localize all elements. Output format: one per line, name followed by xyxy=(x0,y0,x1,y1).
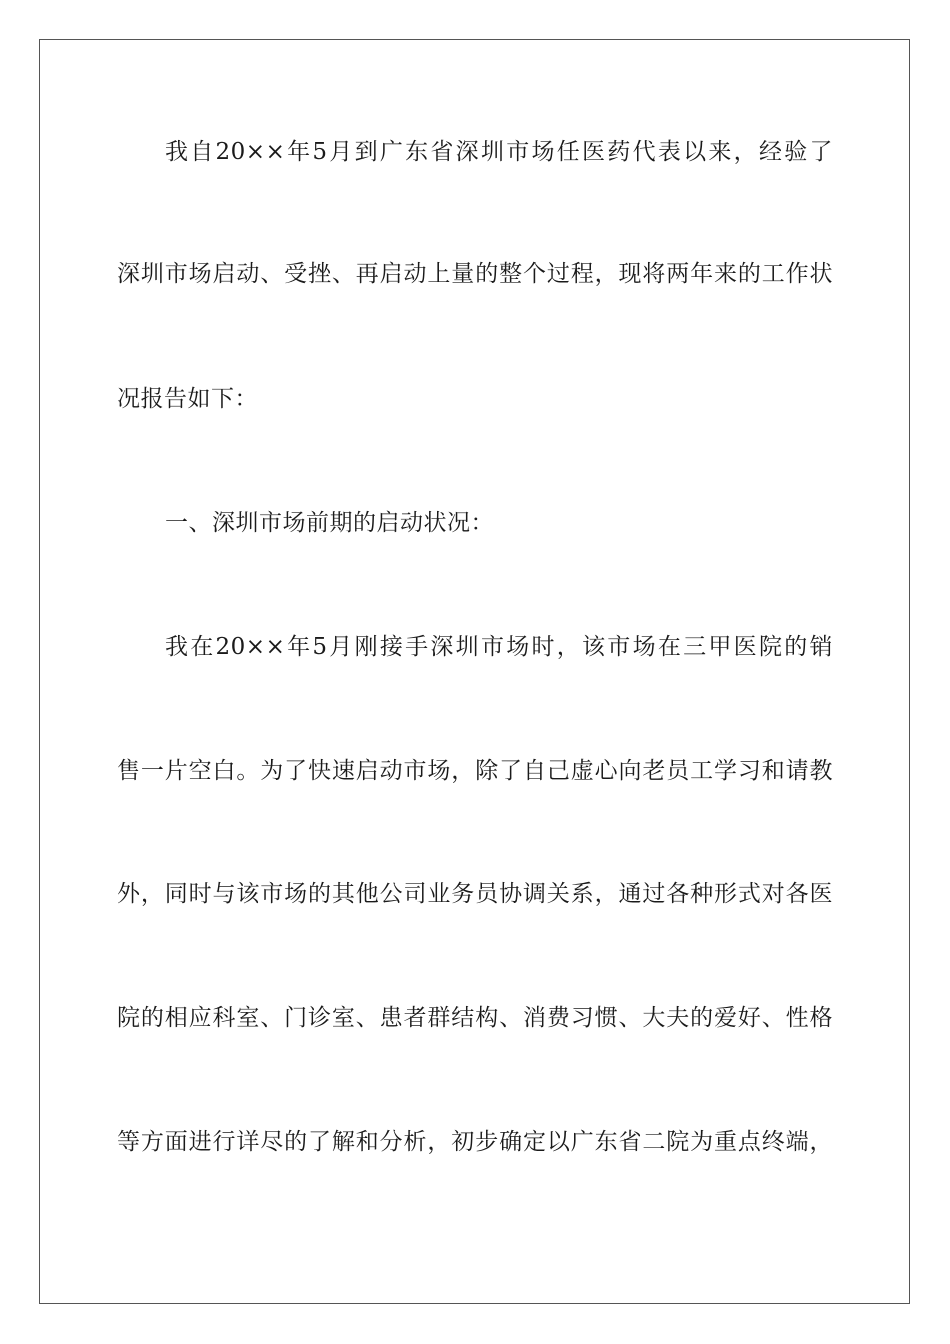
paragraph-line: 我自20××年5月到广东省深圳市场任医药代表以来，经验了 xyxy=(165,139,833,165)
paragraph-line: 外，同时与该市场的其他公司业务员协调关系，通过各种形式对各医 xyxy=(117,881,833,907)
section-heading: 一、深圳市场前期的启动状况： xyxy=(165,510,494,536)
paragraph-line: 我在20××年5月刚接手深圳市场时，该市场在三甲医院的销 xyxy=(165,634,833,660)
paragraph-line: 院的相应科室、门诊室、患者群结构、消费习惯、大夫的爱好、性格 xyxy=(117,1005,833,1031)
paragraph-line: 售一片空白。为了快速启动市场，除了自己虚心向老员工学习和请教 xyxy=(117,758,833,784)
paragraph-line: 等方面进行详尽的了解和分析，初步确定以广东省二院为重点终端， xyxy=(117,1129,833,1155)
paragraph-line: 深圳市场启动、受挫、再启动上量的整个过程，现将两年来的工作状 xyxy=(117,261,833,287)
paragraph-line: 况报告如下： xyxy=(117,386,258,412)
page-frame xyxy=(39,39,910,1304)
